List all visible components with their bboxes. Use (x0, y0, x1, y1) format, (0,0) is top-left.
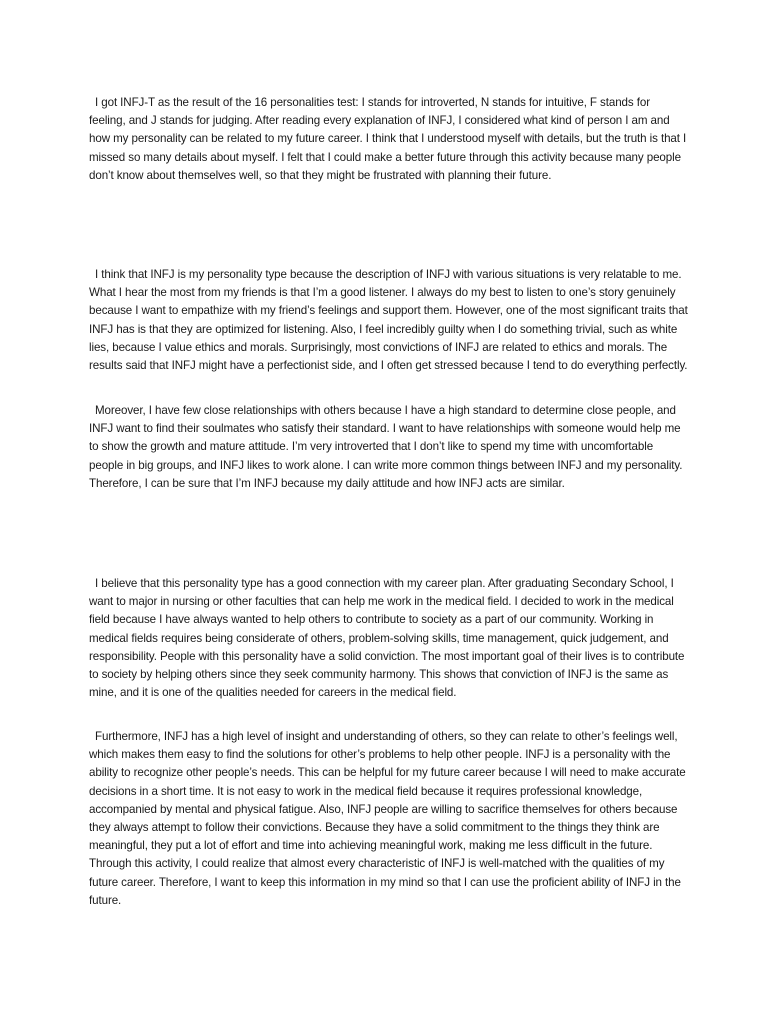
paragraph-insight-conclusion: Furthermore, INFJ has a high level of insight and understanding of others, so they can relate to other’s feelings well, which makes them easy to find the solutions for other’s problems to help other people. INFJ is a personality with the ability to recognize other people’s needs. This can be helpful for my future career because I will need to make accurate decisions in a short time. It is not easy to work in the medical field because it requires professional knowledge, accompanied by mental and physical fatigue. Also, INFJ people are willing to sacrifice themselves for others because they always attempt to follow their convictions. Because they have a solid commitment to the things they think are meaningful, they put a lot of effort and time into achieving meaningful work, making me less difficult in the future. Through this activity, I could realize that almost every characteristic of INFJ is well-matched with the qualities of my future career. Therefore, I want to keep this information in my mind so that I can use the proficient ability of INFJ in the future. (89, 730, 686, 907)
paragraph-personality-type: I think that INFJ is my personality type because the description of INFJ with various situations is very relatable to me. What I hear the most from my friends is that I’m a good listener. I always do my best to listen to one’s story genuinely because I want to empathize with my friend’s feelings and support them. However, one of the most significant traits that INFJ has is that they are optimized for listening. Also, I feel incredibly guilty when I do something trivial, such as white lies, because I value ethics and morals. Surprisingly, most convictions of INFJ are related to ethics and morals. The results said that INFJ might have a perfectionist side, and I often get stressed because I tend to do everything perfectly. (89, 268, 688, 373)
paragraph-relationships: Moreover, I have few close relationships with others because I have a high standard to determine close people, and INFJ want to find their soulmates who satisfy their standard. I want to have relationships with someone would help me to show the growth and mature attitude. I’m very introverted that I don’t like to spend my time with uncomfortable people in big groups, and INFJ likes to work alone. I can write more common things between INFJ and my personality. Therefore, I can be sure that I’m INFJ because my daily attitude and how INFJ acts are similar. (89, 404, 683, 490)
paragraph-career-plan: I believe that this personality type has a good connection with my career plan. After graduating Secondary School, I want to major in nursing or other faculties that can help me work in the medical field. I decided to work in the medical field because I have always wanted to help others to contribute to society as a part of our community. Working in medical fields requires being considerate of others, problem-solving skills, time management, quick judgement, and responsibility. People with this personality have a solid conviction. The most important goal of their lives is to contribute to society by helping others since they seek community harmony. This shows that conviction of INFJ is the same as mine, and it is one of the qualities needed for careers in the medical field. (89, 577, 685, 700)
paragraph-infj-result: I got INFJ-T as the result of the 16 personalities test: I stands for introverted, N stands for intuitive, F stands for feeling, and J stands for judging. After reading every explanation of INFJ, I considered what kind of person I am and how my personality can be related to my future career. I think that I understood myself with details, but the truth is that I missed so many details about myself. I felt that I could make a better future through this activity because many people don’t know about themselves well, so that they might be frustrated with planning their future. (89, 96, 687, 182)
